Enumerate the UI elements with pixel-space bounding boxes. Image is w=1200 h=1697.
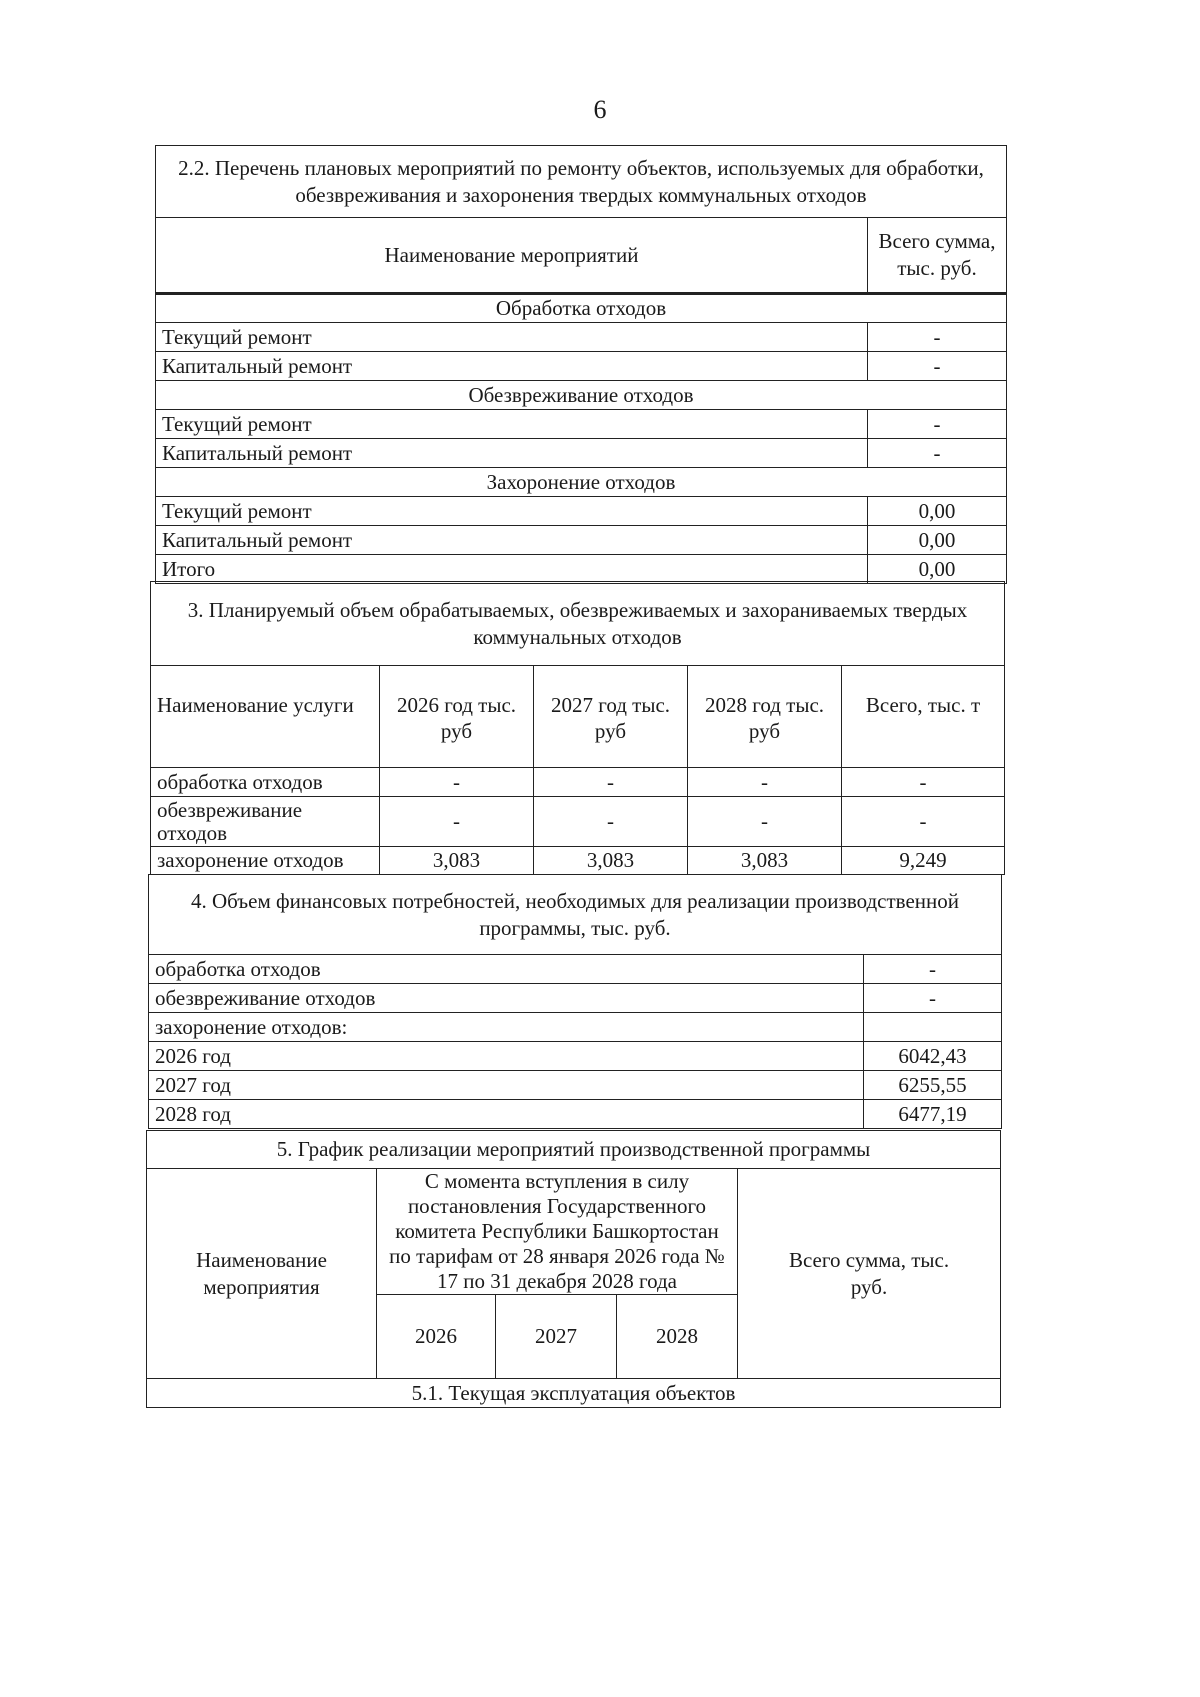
column-header-activity-name: Наименование мероприятий (156, 218, 868, 294)
column-header-2027: 2027 год тыс. руб (534, 666, 688, 768)
cell-2028: - (688, 768, 842, 797)
table-row (156, 526, 1007, 555)
schedule-table (146, 1130, 1001, 1408)
financial-needs-table (148, 874, 1002, 1129)
row-value (864, 1013, 1002, 1042)
table-row (151, 797, 1005, 847)
table-row (151, 768, 1005, 797)
column-header-total: Всего, тыс. т (842, 666, 1005, 768)
table-row (151, 847, 1005, 875)
row-value: - (864, 984, 1002, 1013)
row-value: 6477,19 (864, 1100, 1002, 1129)
row-value: 6255,55 (864, 1071, 1002, 1100)
service-name: захоронение отходов (151, 847, 380, 875)
subsection-5-1-heading: 5.1. Текущая эксплуатация объектов (147, 1379, 1001, 1408)
row-value: - (868, 410, 1007, 439)
section-4-title: 4. Объем финансовых потребностей, необходимых для реализации производственной программы, тыс. руб. (149, 875, 1002, 955)
section-4-table-block (148, 874, 1001, 1129)
row-name: 2028 год (149, 1100, 864, 1129)
table-row (156, 352, 1007, 381)
table-row (156, 497, 1007, 526)
table-row (149, 1013, 1002, 1042)
row-value: - (868, 352, 1007, 381)
section-3-title: 3. Планируемый объем обрабатываемых, обезвреживаемых и захораниваемых твердых коммунальных отходов (151, 582, 1005, 666)
table-row (156, 439, 1007, 468)
cell-2027: 3,083 (534, 847, 688, 875)
repair-activities-table (155, 145, 1007, 584)
cell-total: - (842, 768, 1005, 797)
table-row (149, 1100, 1002, 1129)
column-header-service: Наименование услуги (151, 666, 380, 768)
total-label: Итого (156, 555, 868, 584)
planned-volume-table (150, 581, 1005, 875)
year-2026: 2026 (377, 1295, 496, 1379)
section-3-table-block (150, 581, 1004, 875)
service-name: обезвреживание отходов (151, 797, 380, 847)
row-name: захоронение отходов: (149, 1013, 864, 1042)
group-heading: Обработка отходов (156, 294, 1007, 323)
row-value: 0,00 (868, 497, 1007, 526)
column-header-total-sum: Всего сумма, тыс. руб. (868, 218, 1007, 294)
cell-2028: 3,083 (688, 847, 842, 875)
page-number: 6 (593, 95, 607, 124)
cell-2026: 3,083 (380, 847, 534, 875)
column-header-2028: 2028 год тыс. руб (688, 666, 842, 768)
table-row (156, 323, 1007, 352)
table-row (149, 1071, 1002, 1100)
table-row (149, 1042, 1002, 1071)
row-name: Капитальный ремонт (156, 352, 868, 381)
year-2027: 2027 (496, 1295, 617, 1379)
total-row (156, 555, 1007, 584)
row-value: 6042,43 (864, 1042, 1002, 1071)
cell-2026: - (380, 768, 534, 797)
table-row (149, 955, 1002, 984)
row-name: Капитальный ремонт (156, 439, 868, 468)
total-value: 0,00 (868, 555, 1007, 584)
row-value: - (864, 955, 1002, 984)
section-2-2-table-block (155, 145, 1006, 584)
period-header: С момента вступления в силу постановления Государственного комитета Республики Башкортостан по тарифам от 28 января 2026 года № 17 по 31 декабря 2028 года (377, 1169, 738, 1295)
group-heading: Захоронение отходов (156, 468, 1007, 497)
row-value: 0,00 (868, 526, 1007, 555)
year-2028: 2028 (617, 1295, 738, 1379)
table-row (156, 410, 1007, 439)
cell-total: 9,249 (842, 847, 1005, 875)
section-5-table-block (146, 1130, 1000, 1408)
row-name: 2026 год (149, 1042, 864, 1071)
cell-2027: - (534, 768, 688, 797)
row-name: Текущий ремонт (156, 323, 868, 352)
section-5-title: 5. График реализации мероприятий производственной программы (147, 1131, 1001, 1169)
cell-2027: - (534, 797, 688, 847)
row-name: Капитальный ремонт (156, 526, 868, 555)
cell-total: - (842, 797, 1005, 847)
section-2-2-title: 2.2. Перечень плановых мероприятий по ремонту объектов, используемых для обработки, обезвреживания и захоронения твердых коммунальных отходов (156, 146, 1007, 218)
row-name: Текущий ремонт (156, 497, 868, 526)
cell-2026: - (380, 797, 534, 847)
column-header-activity: Наименование мероприятия (147, 1169, 377, 1379)
column-header-2026: 2026 год тыс. руб (380, 666, 534, 768)
service-name: обработка отходов (151, 768, 380, 797)
row-name: обработка отходов (149, 955, 864, 984)
table-row (149, 984, 1002, 1013)
group-heading: Обезвреживание отходов (156, 381, 1007, 410)
row-name: Текущий ремонт (156, 410, 868, 439)
column-header-total-sum: Всего сумма, тыс. руб. (738, 1169, 1001, 1379)
cell-2028: - (688, 797, 842, 847)
row-value: - (868, 323, 1007, 352)
row-name: 2027 год (149, 1071, 864, 1100)
row-name: обезвреживание отходов (149, 984, 864, 1013)
row-value: - (868, 439, 1007, 468)
